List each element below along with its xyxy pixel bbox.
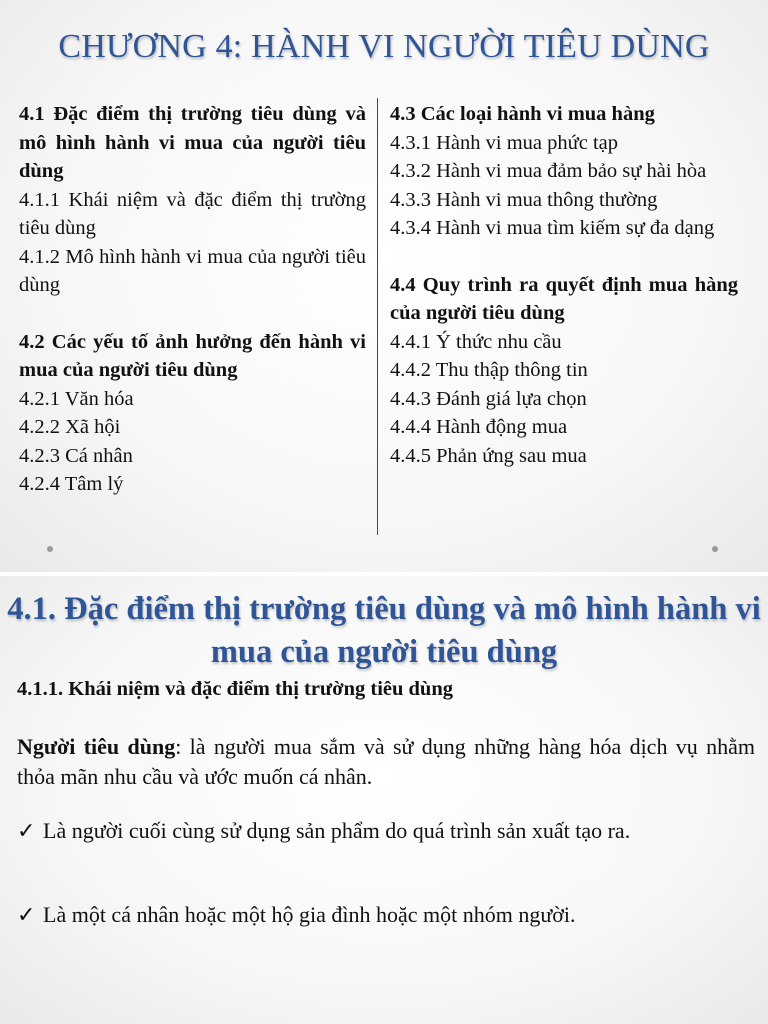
section-4-2-heading: 4.2 Các yếu tố ảnh hưởng đến hành vi mua của người tiêu dùng xyxy=(19,330,366,381)
slide-section-4-1 xyxy=(0,576,768,1024)
item-4-4-3: 4.4.3 Đánh giá lựa chọn xyxy=(390,387,587,410)
item-4-4-5: 4.4.5 Phản ứng sau mua xyxy=(390,444,587,467)
checkmark-icon: ✓ xyxy=(17,902,36,927)
decorative-dot-left xyxy=(47,546,53,552)
section-4-1-heading: 4.1 Đặc điểm thị trường tiêu dùng và mô hình hành vi mua của người tiêu dùng xyxy=(19,103,366,182)
column-divider xyxy=(377,98,378,535)
section-4-4-heading: 4.4 Quy trình ra quyết định mua hàng của người tiêu dùng xyxy=(390,273,738,324)
checkmark-icon: ✓ xyxy=(17,818,36,843)
bullet-item xyxy=(17,900,755,930)
subsection-title: 4.1.1. Khái niệm và đặc điểm thị trường tiêu dùng xyxy=(17,678,453,700)
bullet-text: Là người cuối cùng sử dụng sản phẩm do quá trình sản xuất tạo ra. xyxy=(43,818,631,843)
item-4-3-3: 4.3.3 Hành vi mua thông thường xyxy=(390,188,658,211)
chapter-title: CHƯƠNG 4: HÀNH VI NGƯỜI TIÊU DÙNG xyxy=(58,28,710,65)
bullet-item xyxy=(17,816,755,846)
definition-text: : là người mua sắm và sử dụng những hàng hóa dịch vụ nhằm thỏa mãn nhu cầu và ước muốn cá nhân. xyxy=(17,734,755,789)
item-4-3-1: 4.3.1 Hành vi mua phức tạp xyxy=(390,131,619,154)
decorative-dot-right xyxy=(712,546,718,552)
item-4-3-2: 4.3.2 Hành vi mua đảm bảo sự hài hòa xyxy=(390,160,707,182)
item-4-1-1: 4.1.1 Khái niệm và đặc điểm thị trường tiêu dùng xyxy=(19,188,366,239)
item-4-4-1: 4.4.1 Ý thức nhu cầu xyxy=(390,330,562,353)
item-4-3-4: 4.3.4 Hành vi mua tìm kiếm sự đa dạng xyxy=(390,217,715,239)
item-4-2-4: 4.2.4 Tâm lý xyxy=(19,473,124,495)
outline-right-column xyxy=(390,100,738,470)
item-4-1-2: 4.1.2 Mô hình hành vi mua của người tiêu dùng xyxy=(19,245,366,296)
item-4-4-4: 4.4.4 Hành động mua xyxy=(390,416,568,438)
item-4-2-3: 4.2.3 Cá nhân xyxy=(19,444,133,467)
item-4-4-2: 4.4.2 Thu thập thông tin xyxy=(390,359,588,381)
definition-paragraph xyxy=(17,732,755,792)
definition-term: Người tiêu dùng xyxy=(17,734,176,759)
section-title: 4.1. Đặc điểm thị trường tiêu dùng và mô hình hành vi mua của người tiêu dùng xyxy=(7,591,761,670)
bullet-text: Là một cá nhân hoặc một hộ gia đình hoặc một nhóm người. xyxy=(43,902,576,927)
item-4-2-2: 4.2.2 Xã hội xyxy=(19,416,121,438)
section-4-3-heading: 4.3 Các loại hành vi mua hàng xyxy=(390,103,655,125)
item-4-2-1: 4.2.1 Văn hóa xyxy=(19,387,134,410)
outline-left-column xyxy=(19,100,366,499)
